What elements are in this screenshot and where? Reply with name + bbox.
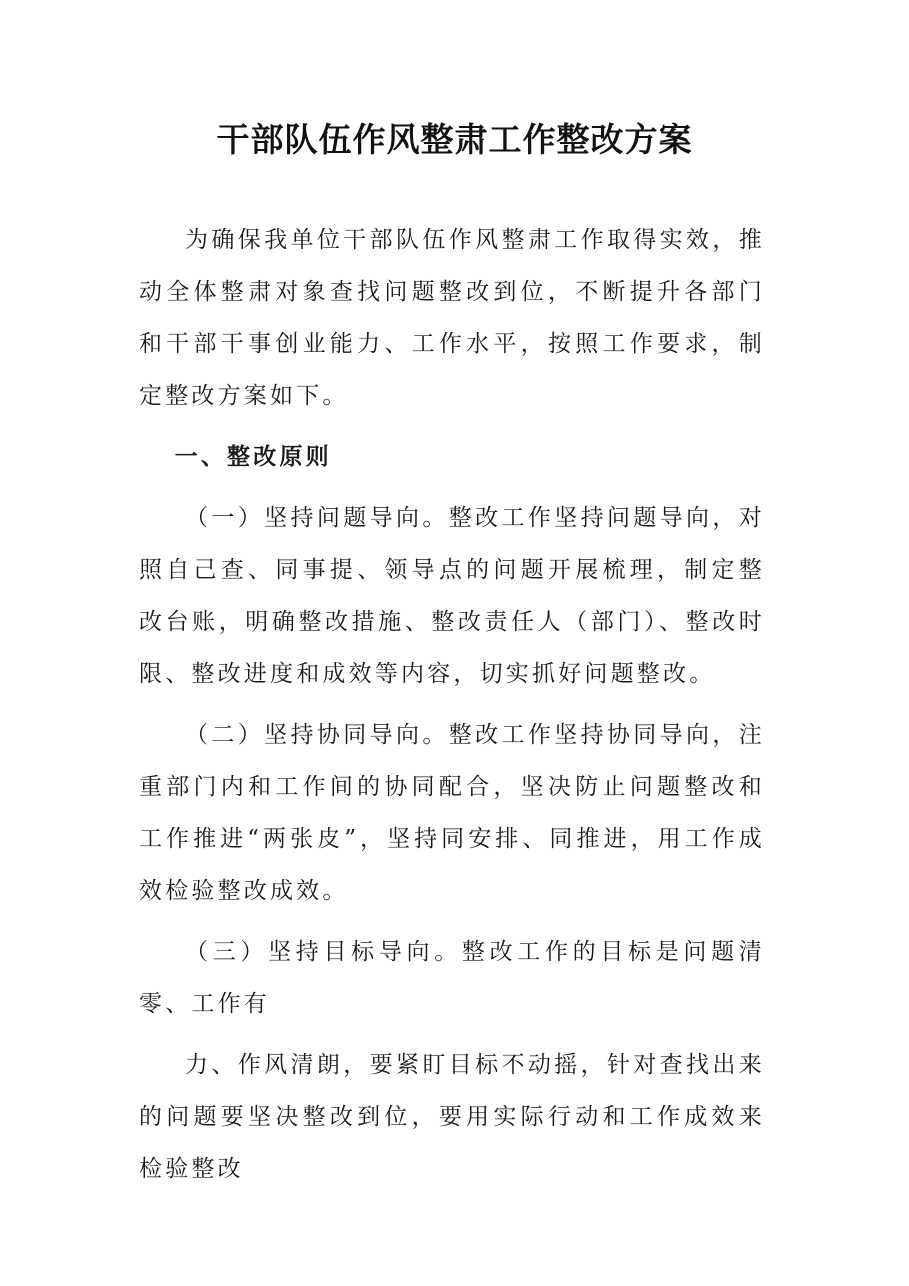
intro-paragraph: 为确保我单位干部队伍作风整肃工作取得实效，推动全体整肃对象查找问题整改到位，不断提升各部门和干部干事创业能力、工作水平，按照工作要求，制定整改方案如下。 xyxy=(139,227,765,409)
principle-1-paragraph: （一）坚持问题导向。整改工作坚持问题导向，对照自己查、同事提、领导点的问题开展梳理，制定整改台账，明确整改措施、整改责任人（部门）、整改时限、整改进度和成效等内容，切实抓好问题整改。 xyxy=(139,505,765,687)
principle-2-paragraph: （二）坚持协同导向。整改工作坚持协同导向，注重部门内和工作间的协同配合，坚决防止问题整改和工作推进“两张皮”，坚持同安排、同推进，用工作成效检验整改成效。 xyxy=(139,722,765,904)
principle-3-continuation-paragraph: 力、作风清朗，要紧盯目标不动摇，针对查找出来的问题要坚决整改到位，要用实际行动和工作成效来检验整改 xyxy=(139,1052,765,1182)
principle-3-paragraph: （三）坚持目标导向。整改工作的目标是问题清零、工作有 xyxy=(139,939,765,1017)
section-heading-principles: 一、整改原则 xyxy=(174,444,332,470)
document-title: 干部队伍作风整肃工作整改方案 xyxy=(216,120,693,159)
document-body xyxy=(139,214,765,1195)
